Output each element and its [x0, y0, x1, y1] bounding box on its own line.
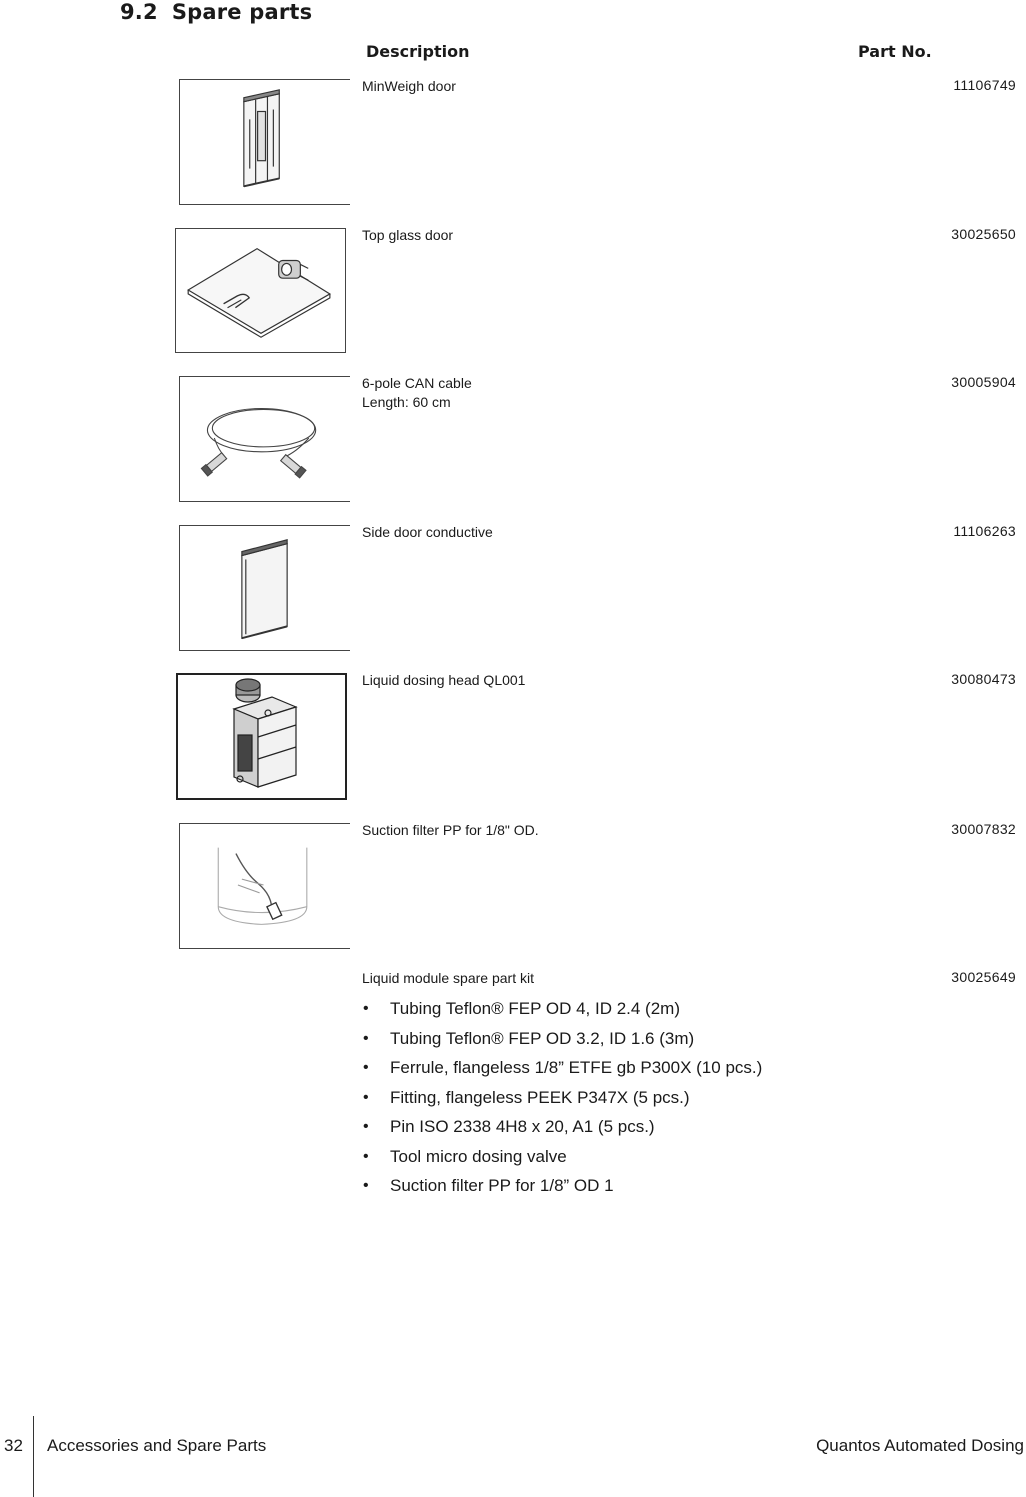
item-description: Liquid module spare part kit	[362, 970, 534, 986]
section-heading	[120, 0, 312, 24]
item-part-number: 11106749	[953, 77, 1016, 93]
item-part-number: 11106263	[953, 523, 1016, 539]
section-number: 9.2	[120, 0, 158, 24]
item-description-detail: Length: 60 cm	[362, 394, 451, 410]
footer-divider	[33, 1416, 34, 1497]
item-description: Top glass door	[362, 227, 454, 243]
section-title: Spare parts	[171, 0, 313, 24]
item-part-number: 30080473	[951, 671, 1016, 687]
list-item: • Fitting, flangeless PEEK P347X (5 pcs.)	[362, 1083, 762, 1113]
item-description: Suction filter PP for 1/8" OD.	[362, 822, 539, 838]
item-part-number: 30025650	[951, 226, 1016, 242]
list-item: • Pin ISO 2338 4H8 x 20, A1 (5 pcs.)	[362, 1112, 762, 1142]
item-description: 6-pole CAN cable	[362, 375, 472, 391]
can-cable-icon	[179, 376, 350, 502]
kit-contents-list	[362, 994, 762, 1201]
list-item: • Tubing Teflon® FEP OD 4, ID 2.4 (2m)	[362, 994, 762, 1024]
top-glass-door-icon	[175, 228, 346, 353]
suction-filter-icon	[179, 823, 350, 949]
item-description: Side door conductive	[362, 524, 493, 540]
description-column-header: Description	[366, 42, 470, 61]
footer-section-name: Accessories and Spare Parts	[47, 1436, 267, 1455]
item-part-number: 30025649	[951, 969, 1016, 985]
footer-manual-title: Quantos Automated Dosing	[816, 1436, 1024, 1455]
item-description: MinWeigh door	[362, 78, 456, 94]
list-item: • Tubing Teflon® FEP OD 3.2, ID 1.6 (3m)	[362, 1024, 762, 1054]
list-item: • Suction filter PP for 1/8” OD 1	[362, 1171, 762, 1201]
list-item: • Ferrule, flangeless 1/8” ETFE gb P300X (10 pcs.)	[362, 1053, 762, 1083]
item-part-number: 30007832	[951, 821, 1016, 837]
dosing-head-icon	[176, 673, 347, 800]
minweigh-door-icon	[179, 79, 350, 205]
side-door-icon	[179, 525, 350, 651]
part-number-column-header: Part No.	[858, 42, 932, 61]
page-number: 32	[4, 1436, 23, 1455]
item-description: Liquid dosing head QL001	[362, 672, 526, 688]
item-part-number: 30005904	[951, 374, 1016, 390]
list-item: • Tool micro dosing valve	[362, 1142, 762, 1172]
